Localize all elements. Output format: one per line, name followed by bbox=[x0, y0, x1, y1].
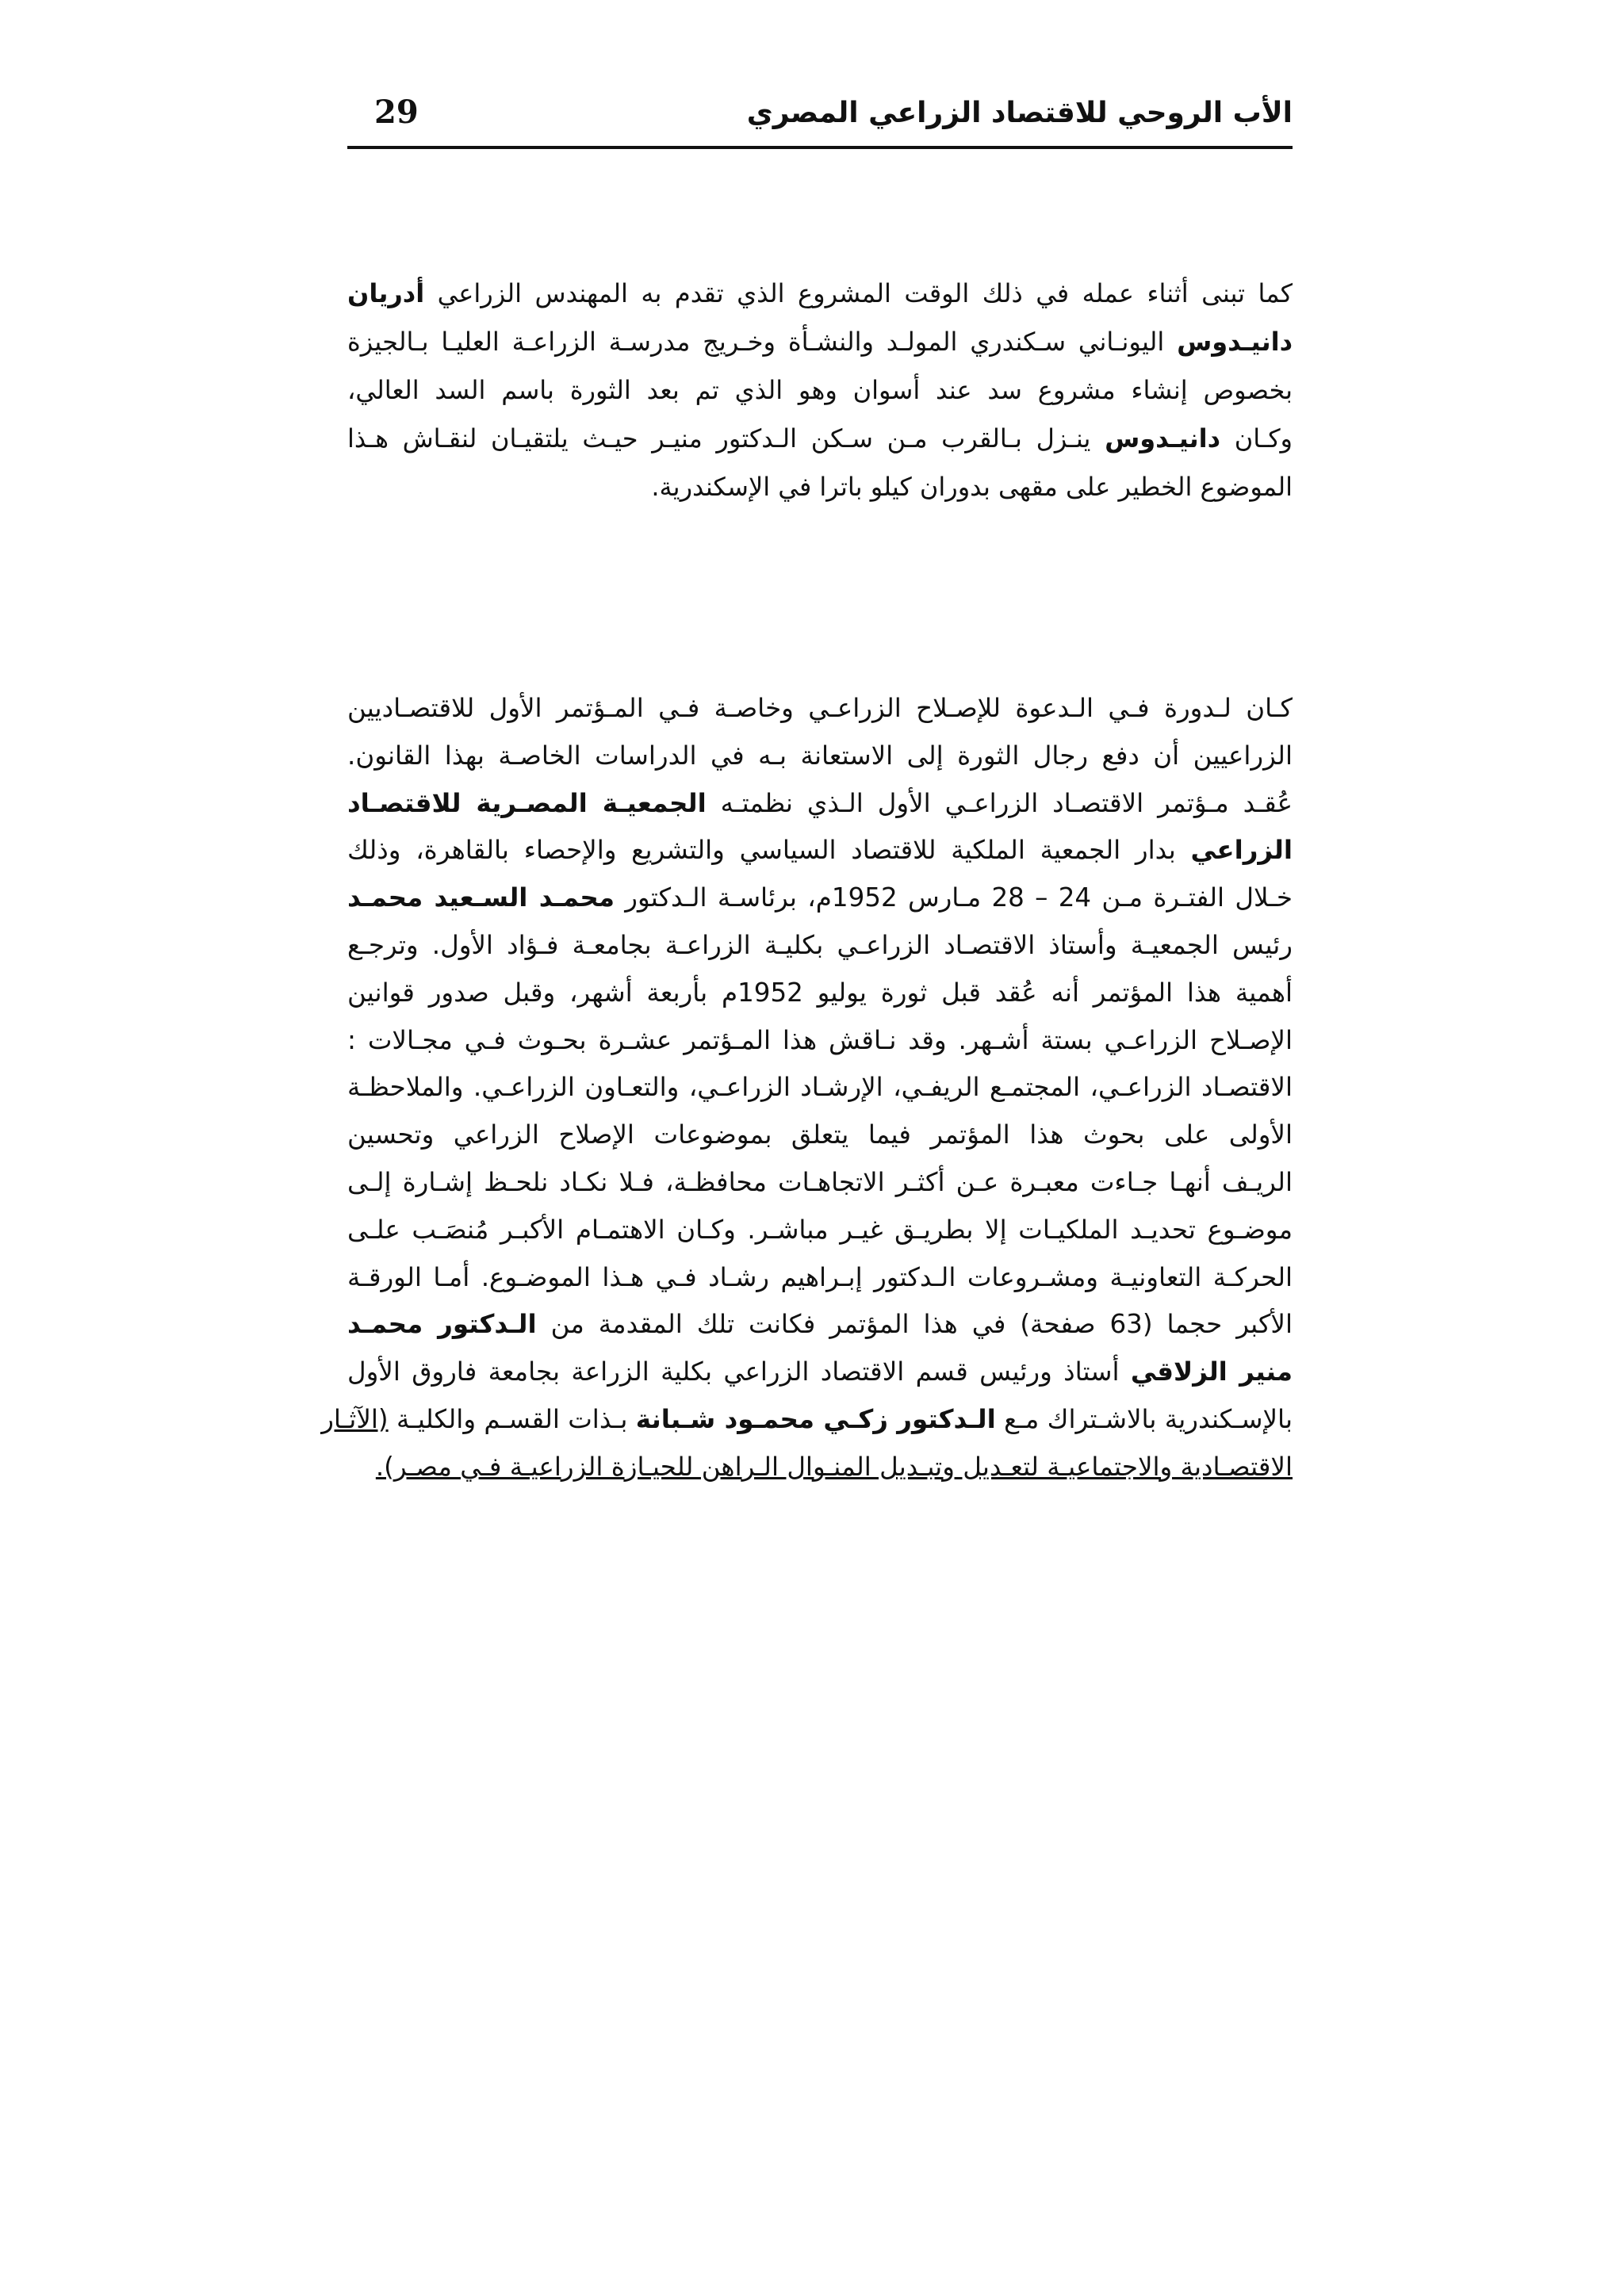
bold-name: الـدكتور محمـد bbox=[347, 1309, 537, 1340]
underlined-title: (الآثـار bbox=[321, 1403, 389, 1434]
text-line bbox=[347, 1349, 1293, 1396]
bold-name: الجمعيـة المصـرية للاقتصـاد bbox=[347, 787, 707, 818]
text-line: رئيس الجمعيـة وأستاذ الاقتصـاد الزراعـي بكليـة الزراعـة بجامعـة فـؤاد الأول. وترجـع bbox=[347, 929, 1293, 960]
text-run: بالإسـكندرية بالاشـتراك مـع bbox=[995, 1403, 1293, 1434]
bold-name: محمـد السـعيد محمـد bbox=[347, 882, 615, 913]
text-line bbox=[347, 874, 1293, 922]
underlined-title-line: الاقتصـادية والاجتماعيـة لتعـديل وتبـديل المنـوال الـراهن للحيـازة الزراعيـة فـي مصـر). bbox=[375, 1451, 1293, 1482]
bold-name: الزراعي bbox=[1190, 835, 1293, 866]
text-line bbox=[347, 827, 1293, 874]
text-line bbox=[347, 780, 1293, 828]
bold-name: منير الزلاقي bbox=[1130, 1357, 1293, 1387]
text-line: الأولى على بحوث هذا المؤتمر فيما يتعلق بموضوعات الإصلاح الزراعي وتحسين bbox=[347, 1119, 1293, 1150]
bold-name: الـدكتور زكـي محمـود شـبانة bbox=[635, 1403, 996, 1434]
text-line: الاقتصـاد الزراعـي، المجتمـع الريفـي، الإرشـاد الزراعـي، والتعـاون الزراعـي. والملاحظـة bbox=[347, 1072, 1293, 1103]
paragraph-2 bbox=[321, 685, 1293, 1491]
text-line: الموضوع الخطير على مقهى بدوران كيلو باترا في الإسكندرية. bbox=[651, 472, 1293, 502]
text-run: عُقـد مـؤتمر الاقتصـاد الزراعـي الأول الـذي نظمتـه bbox=[706, 787, 1293, 818]
text-run: اليونـاني سـكندري المولـد والنشـأة وخـريج مدرسـة الزراعـة العليـا بـالجيزة bbox=[347, 327, 1178, 357]
text-line bbox=[347, 1301, 1293, 1349]
bold-name: أدريان bbox=[347, 278, 425, 308]
text-line: الريـف أنهـا جـاءت معبـرة عـن أكثـر الاتجاهـات محافظـة، فـلا نكـاد نلحـظ إشـارة إلـى bbox=[347, 1166, 1293, 1197]
text-run: كما تبنى أثناء عمله في ذلك الوقت المشروع الذي تقدم به المهندس الزراعي bbox=[424, 278, 1293, 308]
page-header bbox=[347, 94, 1293, 149]
text-run: وكـان bbox=[1220, 423, 1293, 453]
text-line: الإصـلاح الزراعـي بستة أشـهر. وقد نـاقش هذا المـؤتمر عشـرة بحـوث فـي مجـالات : bbox=[347, 1024, 1293, 1055]
text-line bbox=[321, 1396, 1293, 1444]
text-line: كـان لـدورة فـي الـدعوة للإصـلاح الزراعـي وخاصـة فـي المـؤتمر الأول للاقتصـاديين bbox=[347, 693, 1293, 723]
text-run: الأكبر حجما (63 صفحة) في هذا المؤتمر فكانت تلك المقدمة من bbox=[536, 1309, 1293, 1340]
text-line bbox=[347, 270, 1293, 318]
text-run: أستاذ ورئيس قسم الاقتصاد الزراعي بكلية الزراعة بجامعة فاروق الأول bbox=[347, 1357, 1131, 1387]
text-line: الحركـة التعاونيـة ومشـروعات الـدكتور إبـراهيم رشـاد فـي هـذا الموضـوع. أمـا الورقـة bbox=[347, 1261, 1293, 1292]
text-run: بـذات القسـم والكليـة bbox=[388, 1403, 636, 1434]
bold-name: دانيـدوس bbox=[1177, 327, 1293, 357]
bold-name: دانيـدوس bbox=[1105, 423, 1221, 453]
text-line: أهمية هذا المؤتمر أنه عُقد قبل ثورة يوليو 1952م بأربعة أشهر، وقبل صدور قوانين bbox=[347, 977, 1293, 1008]
running-title: الأب الروحي للاقتصاد الزراعي المصري bbox=[746, 97, 1293, 129]
text-line bbox=[347, 318, 1293, 366]
page-number: 29 bbox=[374, 94, 419, 131]
text-run: ينـزل بـالقرب مـن سـكن الـدكتور منيـر حيـث يلتقيـان لنقـاش هـذا bbox=[347, 423, 1105, 453]
text-line: موضـوع تحديـد الملكيـات إلا بطريـق غيـر مباشـر. وكـان الاهتمـام الأكبـر مُنصَـب علـى bbox=[347, 1214, 1293, 1245]
paragraph-1 bbox=[347, 270, 1293, 511]
text-line: الزراعيين أن دفع رجال الثورة إلى الاستعانة بـه في الدراسات الخاصـة بهذا القانون. bbox=[347, 740, 1293, 771]
text-run: خـلال الفتـرة مـن 24 – 28 مـارس 1952م، برئاسـة الـدكتور bbox=[614, 882, 1293, 913]
text-line bbox=[347, 415, 1293, 463]
text-line: بخصوص إنشاء مشروع سد عند أسوان وهو الذي تم بعد الثورة باسم السد العالي، bbox=[347, 375, 1293, 405]
text-run: بدار الجمعية الملكية للاقتصاد السياسي والتشريع والإحصاء بالقاهرة، وذلك bbox=[347, 835, 1191, 866]
